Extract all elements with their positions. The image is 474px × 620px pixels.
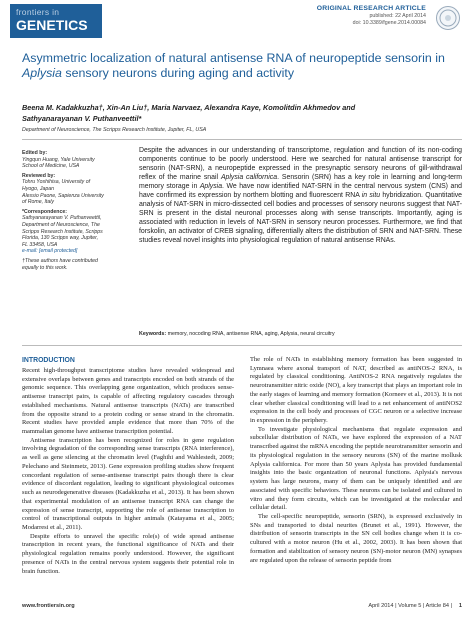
- journal-logo[interactable]: [10, 4, 102, 38]
- keywords: [139, 331, 462, 337]
- reviewed-label: Reviewed by:: [22, 172, 56, 179]
- body-column-left: [22, 356, 234, 576]
- abstract-text-2: . Sensorin (SRN) has a key role in learning and long-term memory storage in: [139, 173, 462, 190]
- correspondence-label: *Correspondence:: [22, 208, 67, 215]
- article-type: ORIGINAL RESEARCH ARTICLE: [316, 5, 426, 12]
- section-heading: INTRODUCTION: [22, 357, 75, 364]
- edited-text: Yingqun Huang, Yale University School of Medicine, USA: [22, 156, 95, 170]
- equal-contribution-note: †These authors have contributed equally to this work.: [22, 257, 98, 271]
- body-paragraph: Antisense transcription has been recognized for roles in gene regulation involving degradation of the corresponding sense transcripts (RNA interference), as well as gene silencing at the chromatin level (Faghihi and Wahlestedt, 2009; Pelechano and Steinmetz, 2013). Gene expression profiling studies show frequent concordant regulation of sense-antisense transcript pairs though there is clear evidence of discordant regulation, leading to significant physiological outcomes such as neurodegenerative diseases (Kadakkuzha et al., 2013). It has been shown that experimental modulation of an antisense transcript RNA can change the expression of sense transcript, supporting the role of antisense transcription to control of transcriptional outputs in higher animals (Katayama et al., 2005; Modarresi et al., 2011).: [22, 436, 234, 531]
- body-paragraph: To investigate physiological mechanisms that regulate expression and subcellular distribution of NATs, we have explored the expression of a NAT transcribed against the mRNA encoding the peptide neurotransmitter sensorin and its physiological regulation in the sensory neurons (SN) of the marine mollusk Aplysia californica. For more than 50 years Aplysia has provided fundamental insights into the basic organization of neuronal functions. Aplysia's nervous system has large neurons, many of them can be uniquely identified and are associated with specific behaviors. These neurons can be isolated and cultured in vitro and they form circuits, which can be investigated at the molecular and cellular detail.: [250, 425, 462, 512]
- edited-label: Edited by:: [22, 150, 48, 156]
- abstract-genus: Aplysia: [199, 182, 223, 190]
- body-column-right: [250, 356, 462, 565]
- doi-link[interactable]: doi: 10.3389/fgene.2014.00084: [352, 20, 426, 26]
- article-info-sidebar: [22, 147, 122, 271]
- keywords-list: memory, nocoding RNA, antisense RNA, aging, Aplysia, neural circuitry: [167, 331, 335, 337]
- page-header: [0, 0, 474, 42]
- correspondence-text: Sathyanarayanan V. Puthanveettil, Department of Neuroscience, The Scripps Research Institute, Scripps Florida, 130 Scripps way, Jupiter, FL 33458, USA: [22, 215, 103, 248]
- keywords-label: Keywords:: [139, 331, 167, 337]
- affiliation: Department of Neuroscience, The Scripps Research Institute, Jupiter, FL, USA: [22, 127, 207, 133]
- article-title: [22, 51, 462, 80]
- abstract-text-1: Despite the advances in our understanding of transcriptome, regulation and function of its non-coding components continue to be poorly understood. Here we searched for natural antisense transcript for sensorin (NAT-SRN), a neuropeptide expressed in the presynaptic sensory neurons of gill-withdrawal reflex of the marine snail: [139, 147, 462, 181]
- body-paragraph: The cell-specific neuropeptide, sensorin (SRN), is expressed exclusively in SNs and transported to distal neurites (Brunet et al., 1991). However, the distribution of sensorin transcripts in the SN cell bodies change when it is co-cultured with a motor neuron (Hu et al., 2002, 2003). It has been shown that formation and stabilization of sensory neuron (SN)-motor neuron (MN) synapses are regulated upon the release of sensorin peptide from: [250, 512, 462, 564]
- author-list: [22, 103, 462, 124]
- journal-logo-line1: frontiers in: [16, 7, 60, 17]
- publication-meta: [353, 13, 426, 27]
- body-paragraph: The role of NATs in establishing memory formation has been suggested in Lymnaea where axonal transport of NAT, described as antiNOS-2 RNA, is regulated by classical conditioning. AntiNOS-2 RNA negatively regulates the neurotransmitter nitric oxide (NO), a key transcript that plays an important role in the early stages of learning and memory formation (Korneev et al., 2013). It is not clear whether classical conditioning will lead to a net enhancement of antiNOS2 expression in the cell body and processes of CGC neuron or a selective increase in expression in the periphery.: [250, 356, 462, 425]
- journal-logo-line2: GENETICS: [16, 17, 88, 33]
- divider: [22, 345, 462, 346]
- author-line-2: Sathyanarayanan V. Puthanveettil*: [22, 113, 142, 123]
- body-paragraph: Recent high-throughput transcriptome studies have revealed widespread and extensive overlaps between genes and transcripts encoded on both strands of the genomic sequence. This overlapping gene organization, which produces sense-antisense transcript pairs, is capable of affecting regulatory cascades through established mechanisms. Natural antisense transcripts (NATs) are transcribed from the opposite strand to a protein coding or sense strand in the chromatin. Recent studies have provided ample evidence that more than 70% of the mammalian genome have antisense transcription potential.: [22, 367, 234, 436]
- abstract-text-4: hybridization. Quantitative analysis of NAT-SRN in micro-dissected cell bodies and processes of sensory neurons suggest that NAT-SRN is present in the distal neuronal processes along with sense transcripts. Importantly, aging is associated with reduction in levels of NAT-SRN in sensory neuron processes. Furthermore, we find that forskolin, an activator of CREB signaling, differentially alters the distribution of SRN and NAT-SRN. These studies reveal novel insights into physiological regulation of natural antisense RNAs.: [139, 191, 462, 244]
- author-line-1: Beena M. Kadakkuzha†, Xin-An Liu†, Maria Narvaez, Alexandra Kaye, Komolitdin Akhmedov and: [22, 103, 356, 112]
- abstract-in-situ: in situ: [361, 191, 381, 199]
- title-text-2: sensory neurons during aging and activity: [61, 65, 295, 80]
- journal-website-link[interactable]: www.frontiersin.org: [22, 603, 75, 609]
- divider: [22, 139, 462, 140]
- page-number: 1: [458, 603, 462, 609]
- abstract: [139, 147, 462, 245]
- crossmark-badge-icon[interactable]: [436, 6, 460, 30]
- body-paragraph: Despite efforts to unravel the specific role(s) of wide spread antisense transcription in recent years, the functional significance of NATs and their physiological regulation remains poorly understood. However, the significant presence of NATs in the central nervous system suggests their potential role in brain function.: [22, 532, 234, 575]
- published-date: published: 22 April 2014: [369, 13, 426, 19]
- reviewed-text: Tohru Yoshihisa, University of Hyogo, Japan Alessio Paone, Sapienza University of Rome, Italy: [22, 179, 104, 206]
- title-species: Aplysia: [22, 65, 62, 80]
- abstract-species: Aplysia californica: [220, 173, 278, 181]
- abstract-text-3: . We have now identified NAT-SRN in the central nervous system (CNS) and have confirmed its expression by northern blotting and fluorescent RNA: [139, 182, 463, 199]
- issue-info: April 2014 | Volume 5 | Article 84 |: [368, 603, 452, 609]
- title-text-1: Asymmetric localization of natural antisense RNA of neuropeptide sensorin in: [22, 51, 445, 65]
- correspondence-email[interactable]: e-mail: [email protected]: [22, 248, 78, 255]
